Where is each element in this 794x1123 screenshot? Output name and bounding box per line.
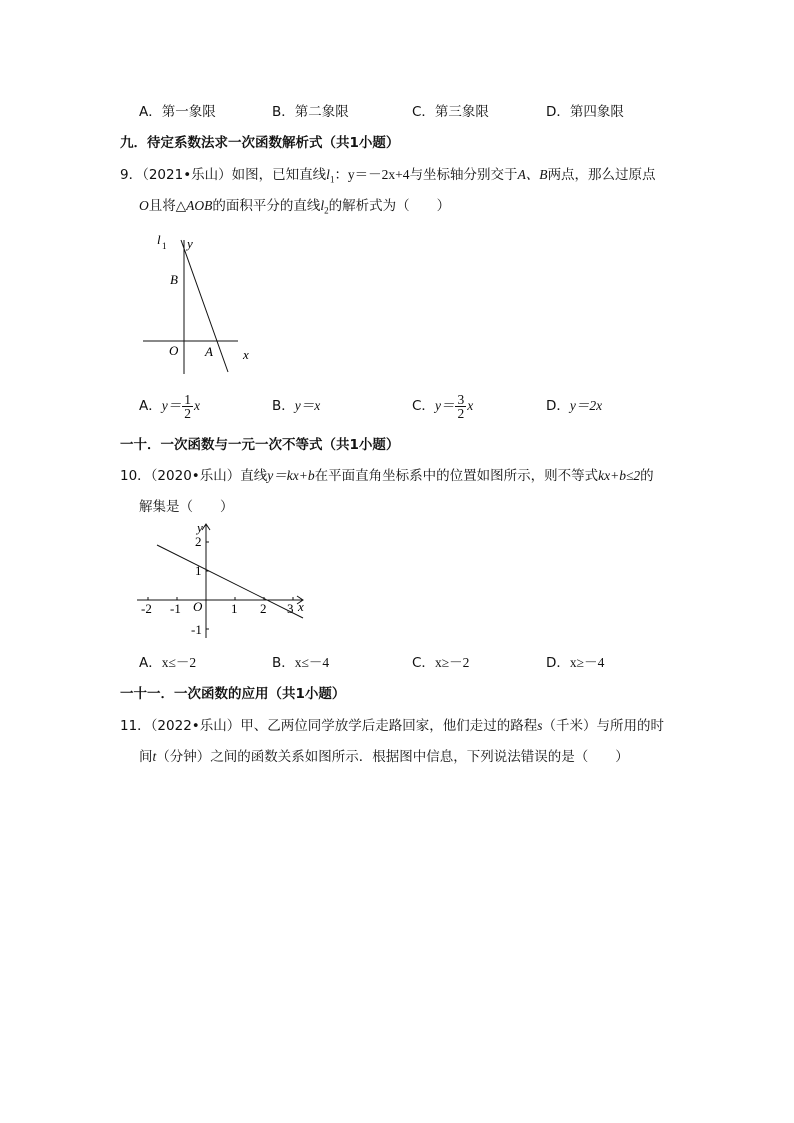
question-9-line-1: 9．（2021•乐山）如图，已知直线$l_1$：y＝－2x+4与坐标轴分别交于A、B两点，那么过原点 <box>120 167 656 185</box>
q9-option-b[interactable]: B．y＝x <box>272 398 321 414</box>
option-b[interactable]: B．第二象限 <box>272 104 349 120</box>
tick-label-y: -1 <box>191 622 202 637</box>
option-c[interactable]: C．第三象限 <box>412 104 489 120</box>
q9-figure <box>138 228 263 380</box>
l1-label: l <box>157 232 161 247</box>
q9-option-a[interactable]: A．y＝ $\frac{1}{2}$ x <box>139 391 200 421</box>
section-heading-10: 一十．一次函数与一元一次不等式（共1小题） <box>120 437 400 453</box>
question-11-line-1: 11．（2022•乐山）甲、乙两位同学放学后走路回家，他们走过的路程s（千米）与所用的时 <box>120 718 665 734</box>
q10-option-a[interactable]: A．x≤－2 <box>139 655 197 671</box>
tick-label-y: 2 <box>195 534 202 549</box>
point-b-label: B <box>170 272 178 287</box>
l1-sub-label: 1 <box>162 241 167 251</box>
option-a[interactable]: A．第一象限 <box>139 104 216 120</box>
q10-option-c[interactable]: C．x≥－2 <box>412 655 470 671</box>
question-9-line-2: O且将△AOB的面积平分的直线$l_2$的解析式为（ ） <box>139 198 451 216</box>
tick-label-x: 2 <box>260 601 267 616</box>
tick-label-y: 1 <box>195 563 202 578</box>
point-a-label: A <box>205 344 213 359</box>
y-axis-label: y <box>187 236 193 251</box>
question-10-line-2: 解集是（ ） <box>139 499 234 515</box>
q10-option-d[interactable]: D．x≥－4 <box>546 655 605 671</box>
tick-label-x: 1 <box>231 601 238 616</box>
q9-option-d[interactable]: D．y＝2x <box>546 398 603 414</box>
x-axis-label: x <box>243 347 249 362</box>
question-10-line-1: 10．（2020•乐山）直线y＝kx+b在平面直角坐标系中的位置如图所示，则不等式kx+b≤2的 <box>120 468 654 484</box>
section-heading-11: 一十一．一次函数的应用（共1小题） <box>120 686 346 702</box>
q10-option-b[interactable]: B．x≤－4 <box>272 655 330 671</box>
x-axis-label: x <box>298 599 304 614</box>
tick-label-x: 3 <box>287 601 294 616</box>
q9-option-c[interactable]: C．y＝ $\frac{3}{2}$ x <box>412 391 474 421</box>
q10-figure <box>135 518 310 643</box>
question-11-line-2: 间t（分钟）之间的函数关系如图所示．根据图中信息，下列说法错误的是（ ） <box>139 749 629 765</box>
y-axis-label: y <box>197 520 203 535</box>
tick-label-x: -1 <box>170 601 181 616</box>
option-d[interactable]: D．第四象限 <box>546 104 624 120</box>
origin-label: O <box>193 599 203 614</box>
origin-label: O <box>169 343 179 358</box>
section-heading-9: 九．待定系数法求一次函数解析式（共1小题） <box>120 135 400 151</box>
tick-label-x: -2 <box>141 601 152 616</box>
